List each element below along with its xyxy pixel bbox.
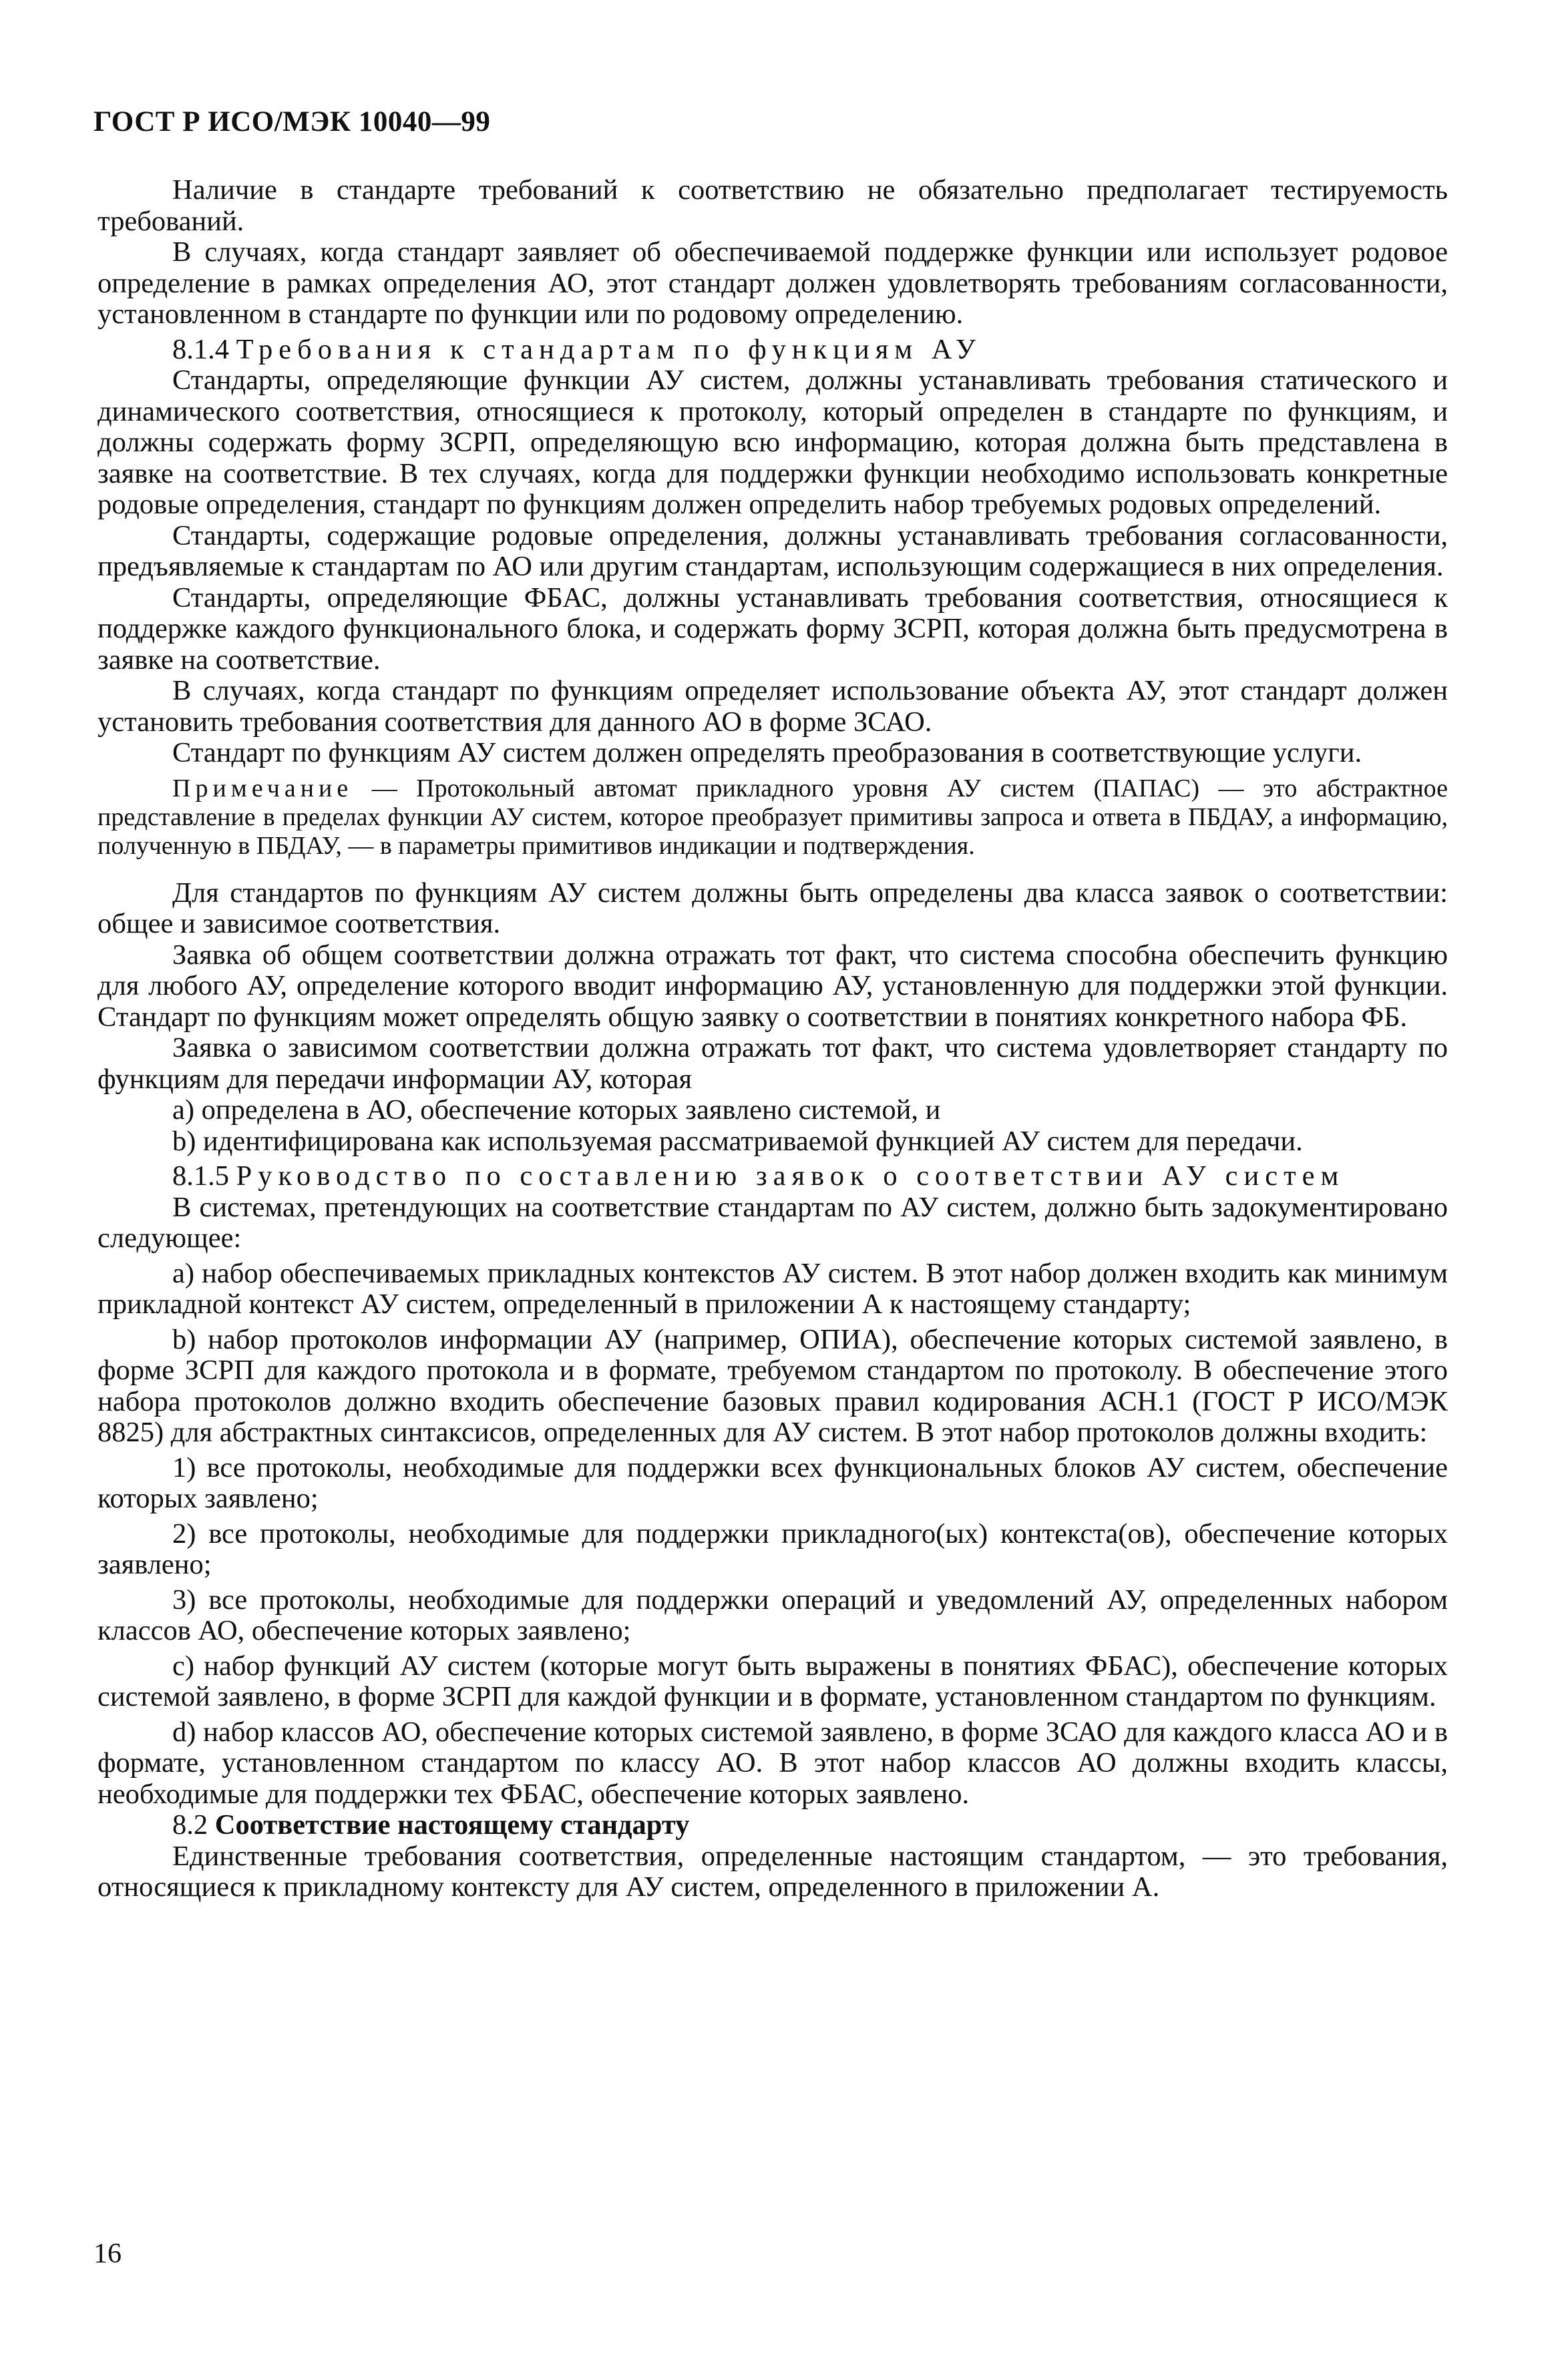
paragraph: Для стандартов по функциям АУ систем должны быть определены два класса заявок о соответствии: общее и зависимое соответствия. [98,877,1448,939]
section-heading-8-2 [98,1810,1448,1841]
paragraph: Стандарты, определяющие ФБАС, должны устанавливать требования соответствия, относящиеся к поддержке каждого функционального блока, и содержать форму ЗСРП, которая должна быть предусмотрена в заявке на соответствие. [98,581,1448,676]
list-item: b) идентифицирована как используемая рассматриваемой функцией АУ систем для передачи. [172,1125,1303,1157]
section-number: 8.1.4 [172,333,229,365]
list-item: c) набор функций АУ систем (которые могут быть выражены в понятиях ФБАС), обеспечение которых системой заявлено, в форме ЗСРП для каждой функции и в формате, установленном стандартом по функциям. [98,1650,1448,1712]
list-item: 3) все протоколы, необходимые для поддержки операций и уведомлений АУ, определенных набором классов АО, обеспечение которых заявлено; [98,1584,1448,1646]
section-title: Требования к стандартам по функциям АУ [236,333,982,365]
list-item: 2) все протоколы, необходимые для поддержки прикладного(ых) контекста(ов), обеспечение которых заявлено; [98,1517,1448,1580]
paragraph: В системах, претендующих на соответствие стандартам по АУ систем, должно быть задокументировано следующее: [98,1191,1448,1254]
note-text: — Протокольный автомат прикладного уровня АУ систем (ПАПАС) — это абстрактное представление в пределах функции АУ систем, которое преобразует примитивы запроса и ответа в ПБДАУ, а информацию, полученную в ПБДАУ, — в параметры примитивов индикации и подтверждения. [98,774,1448,860]
paragraph: Заявка об общем соответствии должна отражать тот факт, что система способна обеспечить функцию для любого АУ, определение которого вводит информацию АУ, установленную для поддержки этой функции. Стандарт по функциям может определять общую заявку о соответствии в понятиях конкретного набора ФБ. [98,939,1448,1033]
section-heading-8-1-5 [98,1161,1448,1192]
paragraph: Наличие в стандарте требований к соответствию не обязательно предполагает тестируемость требований. [98,174,1448,237]
list-item: b) набор протоколов информации АУ (например, ОПИА), обеспечение которых системой заявлено, в форме ЗСРП для каждого протокола и в формате, требуемом стандартом по протоколу. В обеспечение этого набора протоколов должно входить обеспечение базовых правил кодирования АСН.1 (ГОСТ Р ИСО/МЭК 8825) для абстрактных синтаксисов, определенных для АУ систем. В этот набор протоколов должны входить: [98,1323,1448,1448]
paragraph: Стандарты, содержащие родовые определения, должны устанавливать требования согласованности, предъявляемые к стандартам по АО или другим стандартам, использующим содержащиеся в них определения. [98,519,1448,582]
list-item: a) определена в АО, обеспечение которых заявлено системой, и [172,1094,941,1126]
list-item: a) набор обеспечиваемых прикладных контекстов АУ систем. В этот набор должен входить как минимум прикладной контекст АУ систем, определенный в приложении А к настоящему стандарту; [98,1257,1448,1320]
section-number: 8.1.5 [172,1160,229,1192]
list-item: 1) все протоколы, необходимые для поддержки всех функциональных блоков АУ систем, обеспечение которых заявлено; [98,1451,1448,1514]
list-item: d) набор классов АО, обеспечение которых системой заявлено, в форме ЗСАО для каждого класса АО и в формате, установленном стандартом по классу АО. В этот набор классов АО должны входить классы, необходимые для поддержки тех ФБАС, обеспечение которых заявлено. [98,1716,1448,1810]
note-label: Примечание [172,774,353,802]
paragraph: Стандарт по функциям АУ систем должен определять преобразования в соответствующие услуги. [172,737,1362,768]
note-block [98,774,1448,861]
paragraph: Единственные требования соответствия, определенные настоящим стандартом, — это требования, относящиеся к прикладному контексту для АУ систем, определенного в приложении А. [98,1840,1448,1903]
section-heading-8-1-4 [98,334,1448,366]
page-number: 16 [93,2238,122,2269]
paragraph: Стандарты, определяющие функции АУ систем, должны устанавливать требования статического и динамического соответствия, относящиеся к протоколу, который определен в стандарте по функциям, и должны содержать форму ЗСРП, определяющую всю информацию, которая должна быть представлена в заявке на соответствие. В тех случаях, когда для поддержки функции необходимо использовать конкретные родовые определения, стандарт по функциям должен определить набор требуемых родовых определений. [98,365,1448,520]
section-number: 8.2 [172,1809,208,1841]
section-title: Руководство по составлению заявок о соответствии АУ систем [236,1160,1345,1192]
paragraph: Заявка о зависимом соответствии должна отражать тот факт, что система удовлетворяет стандарту по функциям для передачи информации АУ, которая [98,1032,1448,1095]
document-header: ГОСТ Р ИСО/МЭК 10040—99 [93,106,491,138]
document-body [98,175,1448,1903]
paragraph: В случаях, когда стандарт заявляет об обеспечиваемой поддержке функции или использует родовое определение в рамках определения АО, этот стандарт должен удовлетворять требованиям согласованности, установленном в стандарте по функции или по родовому определению. [98,236,1448,330]
paragraph: В случаях, когда стандарт по функциям определяет использование объекта АУ, этот стандарт должен установить требования соответствия для данного АО в форме ЗСАО. [98,675,1448,738]
section-title: Соответствие настоящему стандарту [214,1809,690,1841]
